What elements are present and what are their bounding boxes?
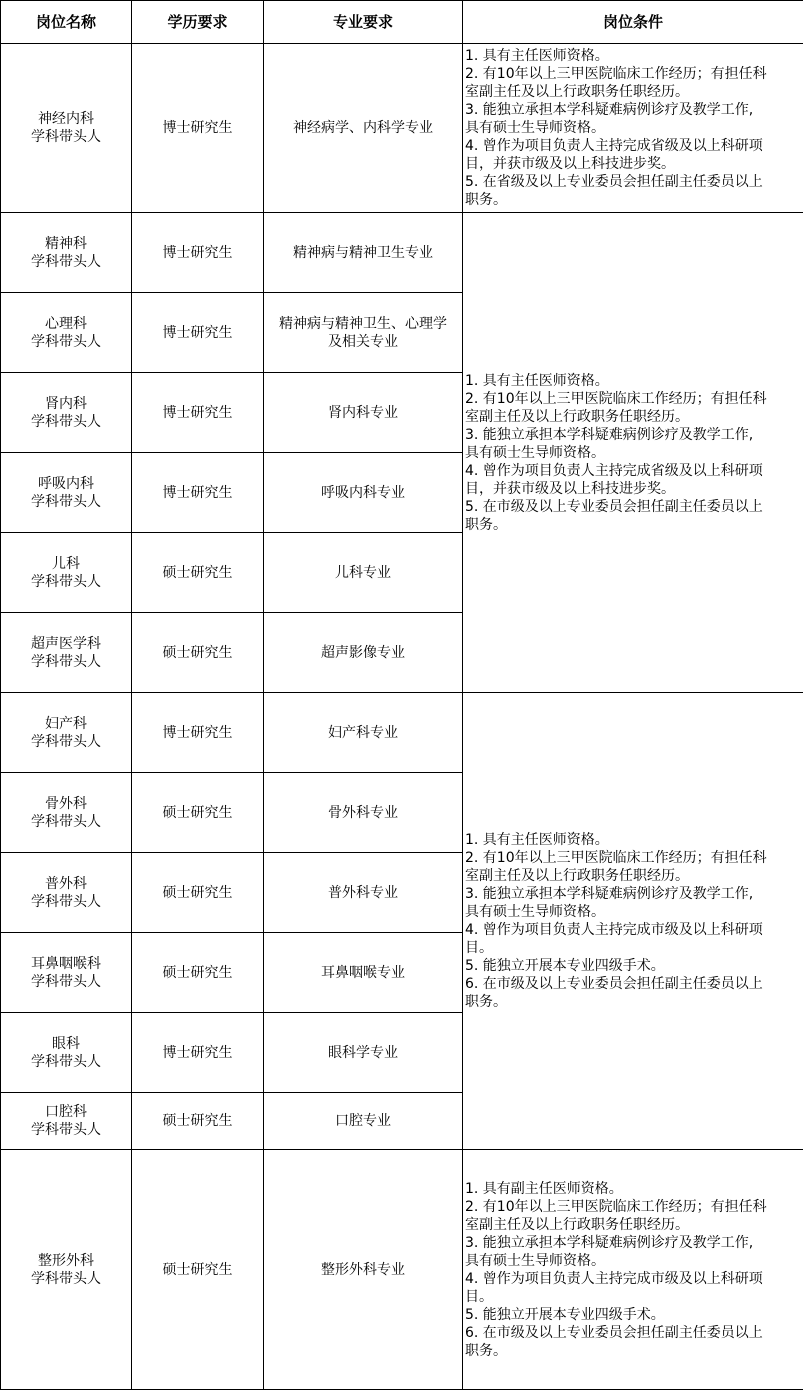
condition-line: 5. 能独立开展本专业四级手术。 bbox=[465, 1306, 801, 1324]
header-conditions: 岗位条件 bbox=[463, 1, 803, 44]
condition-line: 6. 在市级及以上专业委员会担任副主任委员以上 bbox=[465, 975, 801, 993]
major-text: 精神病与精神卫生、心理学 bbox=[264, 315, 462, 333]
condition-line: 职务。 bbox=[465, 993, 801, 1011]
major-text: 呼吸内科专业 bbox=[264, 484, 462, 502]
position-name-cell bbox=[1, 853, 132, 933]
major-text: 骨外科专业 bbox=[264, 804, 462, 822]
condition-line: 4. 曾作为项目负责人主持完成市级及以上科研项 bbox=[465, 1270, 801, 1288]
conditions-cell bbox=[463, 213, 803, 693]
degree-cell: 硕士研究生 bbox=[132, 933, 264, 1013]
major-cell bbox=[264, 533, 463, 613]
position-name: 学科带头人 bbox=[1, 128, 131, 146]
condition-line: 1. 具有主任医师资格。 bbox=[465, 372, 801, 390]
condition-line: 具有硕士生导师资格。 bbox=[465, 119, 801, 137]
table-row bbox=[1, 693, 803, 773]
degree-cell: 博士研究生 bbox=[132, 693, 264, 773]
major-cell bbox=[264, 693, 463, 773]
degree-cell: 硕士研究生 bbox=[132, 613, 264, 693]
condition-line: 职务。 bbox=[465, 516, 801, 534]
condition-line: 5. 能独立开展本专业四级手术。 bbox=[465, 957, 801, 975]
position-name-cell bbox=[1, 533, 132, 613]
condition-line: 目。 bbox=[465, 1288, 801, 1306]
major-text: 神经病学、内科学专业 bbox=[264, 119, 462, 137]
position-name: 学科带头人 bbox=[1, 653, 131, 671]
major-cell bbox=[264, 1093, 463, 1150]
position-name-cell bbox=[1, 1013, 132, 1093]
position-name: 超声医学科 bbox=[1, 635, 131, 653]
degree-cell: 硕士研究生 bbox=[132, 853, 264, 933]
position-name: 学科带头人 bbox=[1, 413, 131, 431]
position-name: 学科带头人 bbox=[1, 1053, 131, 1071]
position-name: 耳鼻咽喉科 bbox=[1, 955, 131, 973]
major-cell bbox=[264, 44, 463, 213]
position-name-cell bbox=[1, 693, 132, 773]
degree-cell: 博士研究生 bbox=[132, 453, 264, 533]
major-cell bbox=[264, 293, 463, 373]
position-name: 学科带头人 bbox=[1, 253, 131, 271]
conditions-cell bbox=[463, 1150, 803, 1390]
condition-line: 职务。 bbox=[465, 191, 801, 209]
degree-cell: 硕士研究生 bbox=[132, 773, 264, 853]
position-name-cell bbox=[1, 933, 132, 1013]
major-text: 儿科专业 bbox=[264, 564, 462, 582]
condition-line: 具有硕士生导师资格。 bbox=[465, 1252, 801, 1270]
position-name: 呼吸内科 bbox=[1, 475, 131, 493]
condition-line: 2. 有10年以上三甲医院临床工作经历；有担任科 bbox=[465, 849, 801, 867]
degree-cell: 博士研究生 bbox=[132, 293, 264, 373]
major-cell bbox=[264, 213, 463, 293]
major-cell bbox=[264, 933, 463, 1013]
condition-line: 具有硕士生导师资格。 bbox=[465, 444, 801, 462]
condition-line: 具有硕士生导师资格。 bbox=[465, 903, 801, 921]
degree-cell: 博士研究生 bbox=[132, 213, 264, 293]
major-text: 整形外科专业 bbox=[264, 1261, 462, 1279]
position-name-cell bbox=[1, 453, 132, 533]
conditions-cell bbox=[463, 693, 803, 1150]
position-name: 心理科 bbox=[1, 315, 131, 333]
degree-cell: 博士研究生 bbox=[132, 44, 264, 213]
position-name: 普外科 bbox=[1, 875, 131, 893]
position-name: 学科带头人 bbox=[1, 733, 131, 751]
position-name-cell bbox=[1, 293, 132, 373]
condition-line: 5. 在省级及以上专业委员会担任副主任委员以上 bbox=[465, 173, 801, 191]
condition-line: 3. 能独立承担本学科疑难病例诊疗及教学工作, bbox=[465, 101, 801, 119]
major-cell bbox=[264, 613, 463, 693]
conditions-cell bbox=[463, 44, 803, 213]
major-text: 妇产科专业 bbox=[264, 724, 462, 742]
degree-cell: 博士研究生 bbox=[132, 373, 264, 453]
position-name: 妇产科 bbox=[1, 715, 131, 733]
major-text: 及相关专业 bbox=[264, 333, 462, 351]
position-name-cell bbox=[1, 373, 132, 453]
major-text: 眼科学专业 bbox=[264, 1044, 462, 1062]
major-cell bbox=[264, 853, 463, 933]
major-text: 精神病与精神卫生专业 bbox=[264, 244, 462, 262]
condition-line: 目，并获市级及以上科技进步奖。 bbox=[465, 480, 801, 498]
major-cell bbox=[264, 373, 463, 453]
condition-line: 1. 具有主任医师资格。 bbox=[465, 831, 801, 849]
condition-line: 室副主任及以上行政职务任职经历。 bbox=[465, 867, 801, 885]
major-text: 口腔专业 bbox=[264, 1112, 462, 1130]
position-name: 学科带头人 bbox=[1, 973, 131, 991]
condition-line: 6. 在市级及以上专业委员会担任副主任委员以上 bbox=[465, 1324, 801, 1342]
condition-line: 室副主任及以上行政职务任职经历。 bbox=[465, 408, 801, 426]
position-name: 学科带头人 bbox=[1, 893, 131, 911]
condition-line: 职务。 bbox=[465, 1342, 801, 1360]
condition-line: 1. 具有副主任医师资格。 bbox=[465, 1180, 801, 1198]
position-name-cell bbox=[1, 213, 132, 293]
major-text: 肾内科专业 bbox=[264, 404, 462, 422]
condition-line: 室副主任及以上行政职务任职经历。 bbox=[465, 83, 801, 101]
table-row bbox=[1, 44, 803, 213]
condition-line: 5. 在市级及以上专业委员会担任副主任委员以上 bbox=[465, 498, 801, 516]
position-name: 骨外科 bbox=[1, 795, 131, 813]
position-name: 肾内科 bbox=[1, 395, 131, 413]
header-major: 专业要求 bbox=[264, 1, 463, 44]
position-name: 儿科 bbox=[1, 555, 131, 573]
condition-line: 目，并获市级及以上科技进步奖。 bbox=[465, 155, 801, 173]
condition-line: 2. 有10年以上三甲医院临床工作经历；有担任科 bbox=[465, 1198, 801, 1216]
major-text: 超声影像专业 bbox=[264, 644, 462, 662]
table-row bbox=[1, 1150, 803, 1390]
position-name-cell bbox=[1, 1093, 132, 1150]
degree-cell: 硕士研究生 bbox=[132, 1093, 264, 1150]
position-name: 整形外科 bbox=[1, 1252, 131, 1270]
condition-line: 3. 能独立承担本学科疑难病例诊疗及教学工作, bbox=[465, 885, 801, 903]
major-cell bbox=[264, 1150, 463, 1390]
condition-line: 室副主任及以上行政职务任职经历。 bbox=[465, 1216, 801, 1234]
position-name: 眼科 bbox=[1, 1035, 131, 1053]
position-name: 精神科 bbox=[1, 235, 131, 253]
condition-line: 目。 bbox=[465, 939, 801, 957]
condition-line: 2. 有10年以上三甲医院临床工作经历；有担任科 bbox=[465, 65, 801, 83]
position-name-cell bbox=[1, 773, 132, 853]
position-name-cell bbox=[1, 1150, 132, 1390]
degree-cell: 硕士研究生 bbox=[132, 533, 264, 613]
major-text: 耳鼻咽喉专业 bbox=[264, 964, 462, 982]
condition-line: 1. 具有主任医师资格。 bbox=[465, 47, 801, 65]
header-position-name: 岗位名称 bbox=[1, 1, 132, 44]
major-cell bbox=[264, 1013, 463, 1093]
condition-line: 4. 曾作为项目负责人主持完成市级及以上科研项 bbox=[465, 921, 801, 939]
position-name: 学科带头人 bbox=[1, 493, 131, 511]
position-name: 口腔科 bbox=[1, 1103, 131, 1121]
position-name: 学科带头人 bbox=[1, 1121, 131, 1139]
condition-line: 2. 有10年以上三甲医院临床工作经历；有担任科 bbox=[465, 390, 801, 408]
condition-line: 3. 能独立承担本学科疑难病例诊疗及教学工作, bbox=[465, 1234, 801, 1252]
position-name: 学科带头人 bbox=[1, 573, 131, 591]
header-row bbox=[1, 1, 803, 44]
position-name: 神经内科 bbox=[1, 110, 131, 128]
condition-line: 4. 曾作为项目负责人主持完成省级及以上科研项 bbox=[465, 137, 801, 155]
position-name: 学科带头人 bbox=[1, 813, 131, 831]
major-text: 普外科专业 bbox=[264, 884, 462, 902]
major-cell bbox=[264, 773, 463, 853]
table-row bbox=[1, 213, 803, 293]
major-cell bbox=[264, 453, 463, 533]
header-degree: 学历要求 bbox=[132, 1, 264, 44]
degree-cell: 硕士研究生 bbox=[132, 1150, 264, 1390]
position-name-cell bbox=[1, 44, 132, 213]
position-name-cell bbox=[1, 613, 132, 693]
condition-line: 3. 能独立承担本学科疑难病例诊疗及教学工作, bbox=[465, 426, 801, 444]
position-name: 学科带头人 bbox=[1, 333, 131, 351]
condition-line: 4. 曾作为项目负责人主持完成省级及以上科研项 bbox=[465, 462, 801, 480]
position-name: 学科带头人 bbox=[1, 1270, 131, 1288]
degree-cell: 博士研究生 bbox=[132, 1013, 264, 1093]
